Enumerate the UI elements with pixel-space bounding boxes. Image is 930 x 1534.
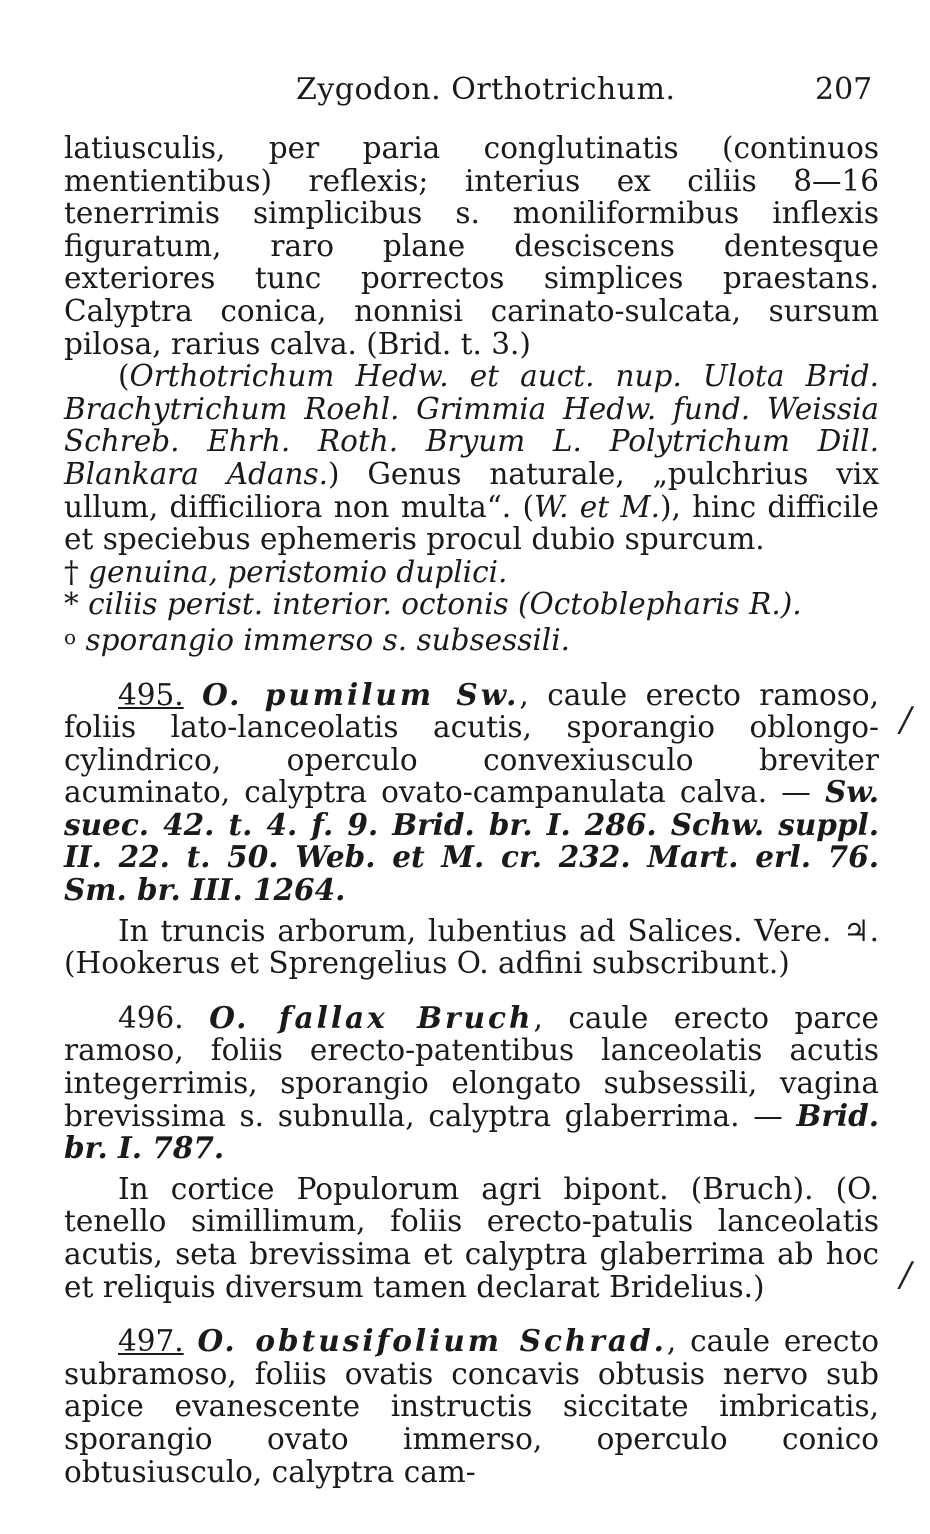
running-title: Zygodon. Orthotrichum.: [296, 72, 676, 107]
species-habitat-495: In truncis arborum, lubentius ad Salices. Vere. ♃. (Hookerus et Sprengelius O. adfini subscribunt.): [64, 913, 879, 981]
synonym-list: Orthotrichum Hedw. et auct. nup. Ulota Brid. Brachytrichum Roehl. Grimmia Hedw. fund. Weissia Schreb. Ehrh. Roth. Bryum L. Polytrichum Dill. Blankara Adans.: [64, 359, 879, 491]
species-number: 497.: [118, 1324, 184, 1359]
margin-pencil-mark: /: [900, 1255, 912, 1295]
genus-synonyms: (Orthotrichum Hedw. et auct. nup. Ulota Brid. Brachytrichum Roehl. Grimmia Hedw. fund. Weissia Schreb. Ehrh. Roth. Bryum L. Polytrichum Dill. Blankara Adans.) Genus naturale, „pulchrius vix ullum, difficiliora non multa“. (W. et M.), hinc difficile et speciebus ephemeris procul dubio spurcum.: [64, 359, 879, 557]
species-entry-496: 496. O. fallax Bruch, caule erecto parce ramoso, foliis erecto-patentibus lanceolatis acutis integerrimis, sporangio elongato subsessili, vagina brevissima s. subnulla, calyptra glaberrima. — Brid. br. I. 787.: [64, 999, 879, 1166]
species-references: Sw. suec. 42. t. 4. f. 9. Brid. br. I. 286. Schw. suppl. II. 22. t. 50. Web. et M. cr. 232. Mart. erl. 76. Sm. br. III. 1264.: [64, 774, 879, 908]
species-name: O. pumilum Sw.: [202, 676, 520, 712]
species-entry-497: 497. O. obtusifolium Schrad., caule erecto subramoso, foliis ovatis concavis obtusis nervo sub apice evanescente instructis siccitate imbricatis, sporangio ovato immerso, operculo conico obtusiusculo, calyptra cam-: [64, 1323, 879, 1489]
asterisk-symbol: *: [64, 587, 79, 622]
section-genuina: † genuina, peristomio duplici.: [64, 554, 508, 589]
genus-description-continued: latiusculis, per paria conglutinatis (continuos mentientibus) reflexis; interius ex ciliis 8—16 tenerrimis simplicibus s. moniliformibus inflexis figuratum, raro plane desciscens dentesque exteriores tunc porrectos simplices praestans. Calyptra conica, nonnisi carinato-sulcata, sursum pilosa, rarius calva. (Brid. t. 3.): [64, 131, 879, 361]
species-entry-495: 495. O. pumilum Sw., caule erecto ramoso, foliis lato-lanceolatis acutis, sporangio oblongo-cylindrico, operculo convexiusculo breviter acuminato, calyptra ovato-campanulata calva. — Sw. suec. 42. t. 4. f. 9. Brid. br. I. 286. Schw. suppl. II. 22. t. 50. Web. et M. cr. 232. Mart. erl. 76. Sm. br. III. 1264.: [64, 676, 879, 908]
species-name: O. fallax Bruch: [209, 999, 534, 1035]
running-header: [0, 72, 930, 116]
subsection-ciliis: * ciliis perist. interior. octonis (Octoblepharis R.).: [64, 587, 802, 622]
genus-remark: Genus naturale, „pulchrius vix ullum, difficiliora non multa“. (: [64, 456, 879, 524]
dagger-symbol: †: [64, 554, 79, 589]
margin-pencil-mark: /: [900, 700, 912, 740]
page-number: 207: [815, 72, 873, 107]
species-name: O. obtusifolium Schrad.: [197, 1323, 667, 1359]
species-references: Brid. br. I. 787.: [64, 1097, 879, 1166]
circle-symbol: o: [64, 624, 77, 649]
subsection-sporangio: $^o$ sporangio immerso s. subsessili.: [64, 622, 571, 657]
species-number: 496.: [118, 1000, 184, 1035]
species-habitat-496: In cortice Populorum agri bipont. (Bruch). (O. tenello simillimum, foliis erecto-patulis lanceolatis acutis, seta brevissima et calyptra glaberrima ab hoc et reliquis diversum tamen declarat Bridelius.): [64, 1171, 879, 1304]
page-body: [64, 132, 879, 1488]
remark-authority: W. et M.: [533, 489, 660, 524]
species-number: 495.: [118, 677, 184, 712]
